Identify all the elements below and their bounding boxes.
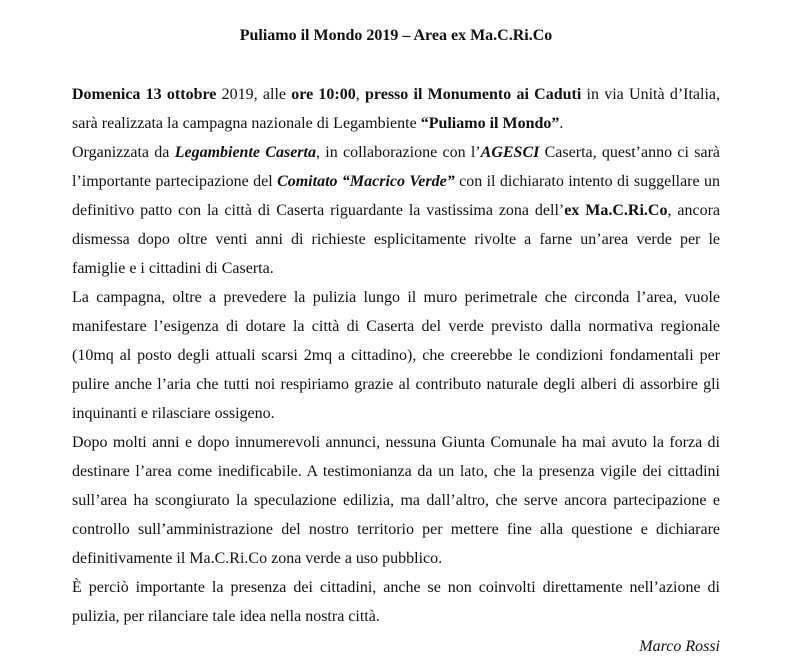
text-run: , xyxy=(355,86,365,103)
paragraph-organizers xyxy=(72,138,720,283)
paragraph-campaign: La campagna, oltre a prevedere la pulizia lungo il muro perimetrale che circonda l’area, vuole manifestare l’esigenza di dotare la città di Caserta del verde previsto dalla normativa regionale (10mq al posto degli attuali scarsi 2mq a cittadino), che creerebbe le condizioni fondamentali per pulire anche l’aria che tutti noi respiriamo grazie al contributo naturale degli alberi di assorbire gli inquinanti e rilasciare ossigeno. xyxy=(72,289,720,422)
text-run: con il dichiarato intento di suggellare un definitivo patto con la città di Caserta riguardante la vastissima zona dell’ xyxy=(72,173,721,219)
signature: Marco Rossi xyxy=(639,638,720,655)
text-run: Caserta, quest’anno ci sarà l’importante partecipazione del xyxy=(72,144,721,190)
event-place: presso il Monumento ai Caduti xyxy=(365,86,582,103)
paragraph-appeal: È perciò importante la presenza dei cittadini, anche se non coinvolti direttamente nell’azione di pulizia, per rilanciare tale idea nella nostra città. xyxy=(72,579,720,625)
organizer-legambiente: Legambiente Caserta xyxy=(174,144,316,161)
document-body xyxy=(72,80,720,631)
text-run: Organizzata da xyxy=(72,144,175,161)
document-title: Puliamo il Mondo 2019 – Area ex Ma.C.Ri.Co xyxy=(239,27,553,44)
organizer-agesci: AGESCI xyxy=(480,144,540,161)
event-time: ore 10:00 xyxy=(291,86,356,103)
campaign-name: “Puliamo il Mondo” xyxy=(420,115,560,132)
text-run: , in collaborazione con l’ xyxy=(315,144,481,161)
text-run: , ancora dismessa dopo oltre venti anni di richieste esplicitamente rivolte a farne un’area verde per le famiglie e i cittadini di Caserta. xyxy=(72,202,720,277)
paragraph-announcement xyxy=(72,80,720,138)
text-run: in via Unità d’Italia, sarà realizzata la campagna nazionale di Legambiente xyxy=(72,86,721,132)
text-run: 2019, alle xyxy=(216,86,292,103)
organizer-comitato: Comitato “Macrico Verde” xyxy=(277,173,455,190)
event-date: Domenica 13 ottobre xyxy=(72,86,217,103)
area-name: ex Ma.C.Ri.Co xyxy=(564,202,668,219)
text-run: . xyxy=(559,115,564,132)
paragraph-history: Dopo molti anni e dopo innumerevoli annunci, nessuna Giunta Comunale ha mai avuto la forza di destinare l’area come inedificabile. A testimonianza da un lato, che la presenza vigile dei cittadini sull’area ha scongiurato la speculazione edilizia, ma dall’altro, che serve ancora partecipazione e controllo sull’amministrazione del nostro territorio per mettere fine alla questione e dichiarare definitivamente il Ma.C.Ri.Co zona verde a uso pubblico. xyxy=(72,434,720,567)
